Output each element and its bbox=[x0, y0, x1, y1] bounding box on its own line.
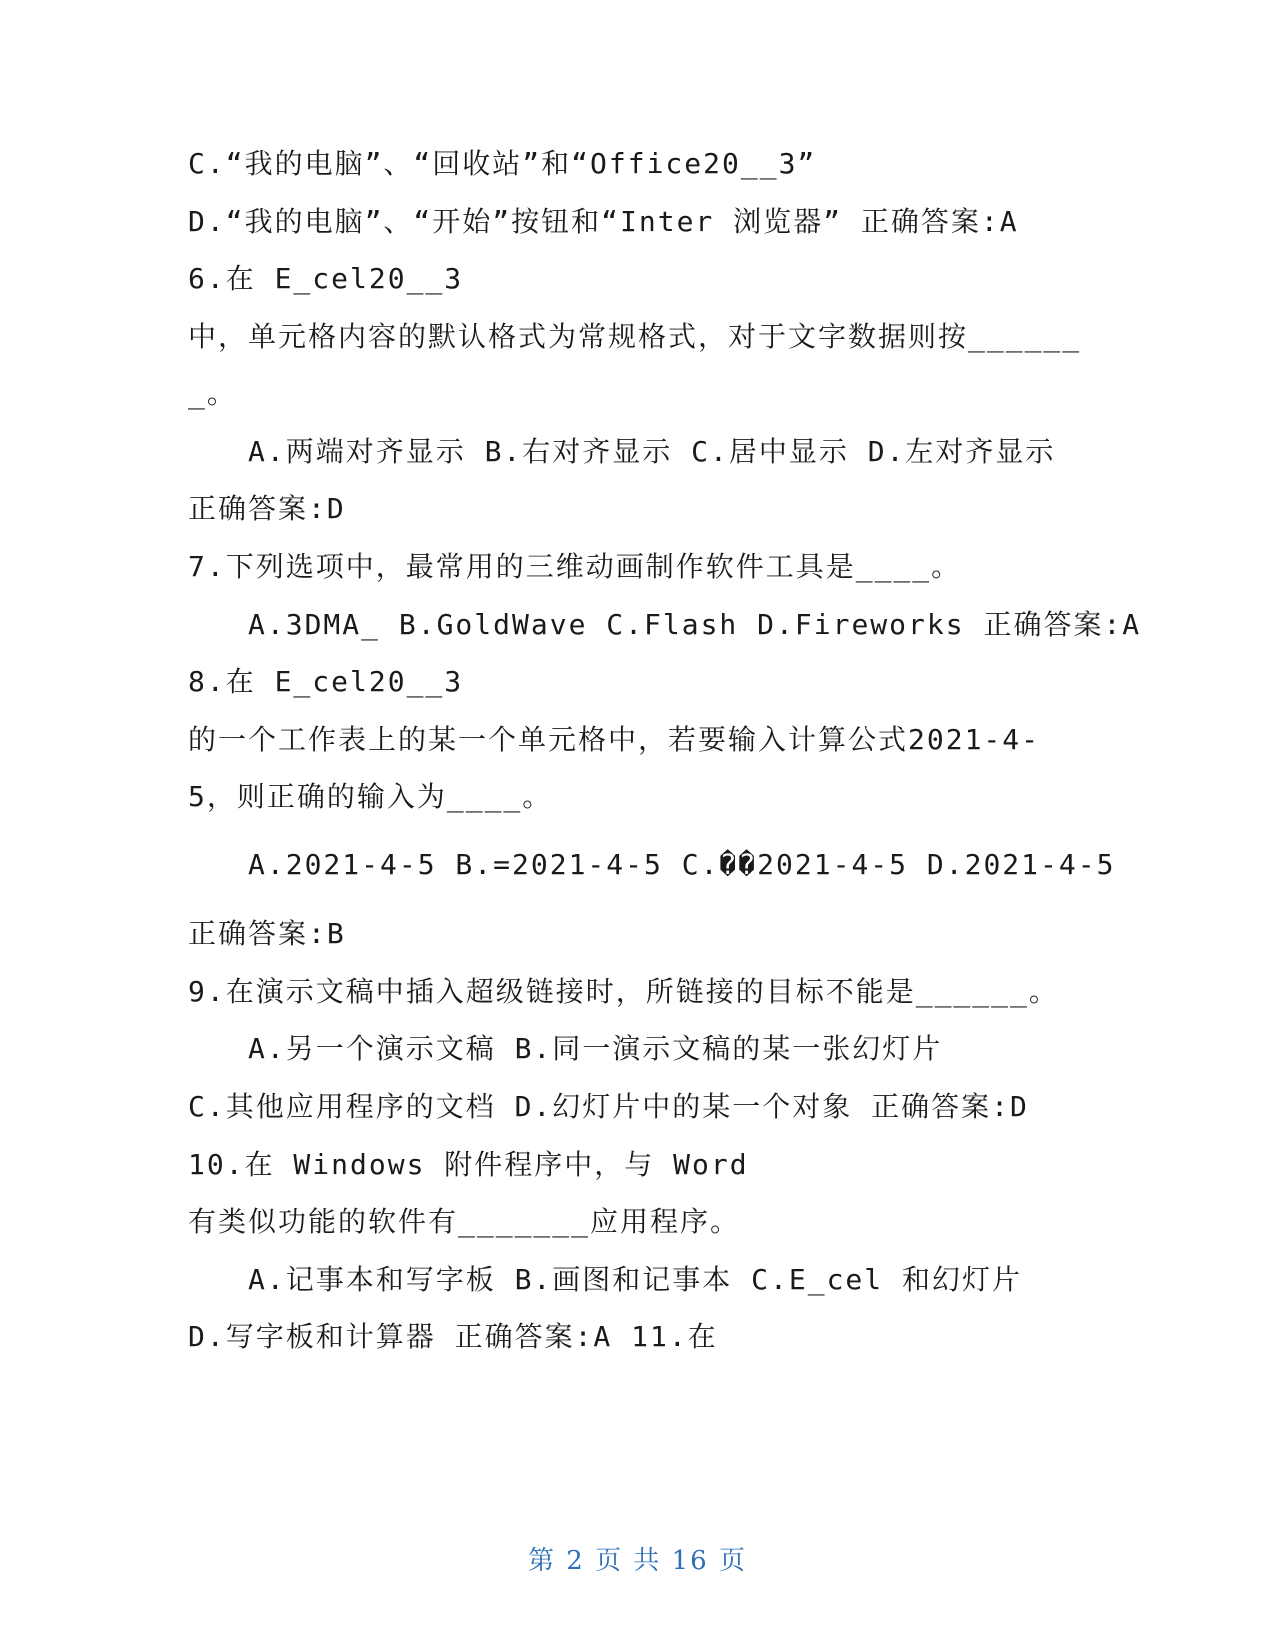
option-line: A.两端对齐显示 B.右对齐显示 C.居中显示 D.左对齐显示 bbox=[248, 435, 1056, 468]
option-line: A.记事本和写字板 B.画图和记事本 C.E_cel 和幻灯片 bbox=[248, 1263, 1023, 1296]
text-line: 9.在演示文稿中插入超级链接时，所链接的目标不能是______。 bbox=[188, 975, 1059, 1008]
text-line: 6.在 E_cel20__3 bbox=[188, 262, 464, 295]
text-line: 5，则正确的输入为____。 bbox=[188, 780, 553, 813]
option-line: A.3DMA_ B.GoldWave C.Flash D.Fireworks 正确答案:A bbox=[248, 608, 1142, 641]
answer-line: 正确答案:B bbox=[188, 917, 346, 950]
text-line: 有类似功能的软件有_______应用程序。 bbox=[188, 1205, 741, 1238]
text-line: 的一个工作表上的某一个单元格中，若要输入计算公式2021-4- bbox=[188, 723, 1041, 756]
text-line: 8.在 E_cel20__3 bbox=[188, 665, 464, 698]
text-line: 10.在 Windows 附件程序中，与 Word bbox=[188, 1148, 749, 1181]
text-line: C.“我的电脑”、“回收站”和“Office20__3” bbox=[188, 147, 817, 180]
page-footer: 第 2 页 共 16 页 bbox=[528, 1546, 747, 1576]
text-line: D.“我的电脑”、“开始”按钮和“Inter 浏览器” 正确答案:A bbox=[188, 205, 1019, 238]
text-line: 中，单元格内容的默认格式为常规格式，对于文字数据则按______ bbox=[188, 320, 1082, 353]
text-line: _。 bbox=[188, 377, 237, 410]
text-line: C.其他应用程序的文档 D.幻灯片中的某一个对象 正确答案:D bbox=[188, 1090, 1029, 1123]
answer-line: 正确答案:D bbox=[188, 492, 346, 525]
option-line: A.另一个演示文稿 B.同一演示文稿的某一张幻灯片 bbox=[248, 1032, 943, 1065]
option-line: A.2021-4-5 B.=2021-4-5 C.��2021-4-5 D.2021-4-5 bbox=[248, 848, 1116, 881]
text-line: 7.下列选项中，最常用的三维动画制作软件工具是____。 bbox=[188, 550, 962, 583]
text-line: D.写字板和计算器 正确答案:A 11.在 bbox=[188, 1320, 718, 1353]
